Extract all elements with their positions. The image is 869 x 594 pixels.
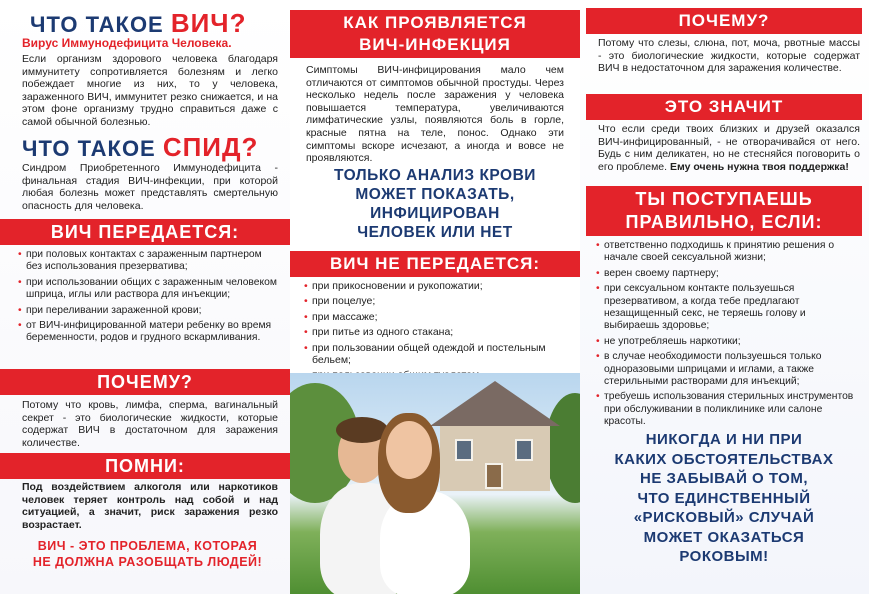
- right-action-list: [596, 240, 860, 432]
- house-window: [455, 439, 473, 461]
- never-line7: РОКОВЫМ!: [679, 548, 769, 565]
- what-is-aids-prefix: ЧТО ТАКОЕ: [22, 136, 163, 161]
- list-item: • при прикосновении и рукопожатии;: [304, 280, 566, 292]
- why-text-right: Потому что слезы, слюна, пот, моча, рвотные массы - это биологические жидкости, которые содержат ВИЧ в недостаточном для заражения количестве.: [598, 37, 860, 75]
- list-item: • требуешь использования стерильных инструментов при обслуживании в поликлинике или салоне красоты.: [596, 391, 860, 428]
- remember-text: Под воздействием алкоголя или наркотиков человек теряет контроль над собой и над ситуацией, а значит, риск заражения резко возрастает.: [22, 481, 278, 531]
- what-is-hiv-emph: ВИЧ?: [170, 8, 247, 38]
- list-item: • при сексуальном контакте пользуешься презервативом, а когда тебе предлагают незащищенный секс, не теряешь голову и выбираешь здоровье;: [596, 283, 860, 333]
- never-line2: КАКИХ ОБСТОЯТЕЛЬСТВАХ: [614, 450, 834, 468]
- manifest-banner: [290, 10, 580, 58]
- list-item: • при половых контактах с зараженным партнером без использования презерватива;: [18, 249, 280, 274]
- house-roof: [430, 381, 560, 426]
- list-item: • при использовании общих с зараженным человеком шприца, иглы или раствора для инъекции;: [18, 277, 280, 302]
- never-line4: ЧТО ЕДИНСТВЕННЫЙ: [637, 489, 811, 507]
- hiv-full-name: Вирус Иммунодефицита Человека.: [22, 36, 232, 50]
- house-window: [485, 463, 503, 489]
- what-is-hiv-prefix: ЧТО ТАКОЕ: [30, 12, 171, 37]
- what-is-hiv-heading: [30, 8, 246, 39]
- hiv-transmitted-list: [18, 249, 280, 348]
- remember-banner: ПОМНИ:: [0, 453, 290, 479]
- photo-house: [430, 381, 560, 491]
- why-text-left: Потому что кровь, лимфа, сперма, вагинальный секрет - это биологические жидкости, которые содержат ВИЧ в достаточном для заражения количестве.: [22, 399, 278, 449]
- final-slogan: [10, 538, 285, 570]
- blood-line1: ТОЛЬКО АНАЛИЗ КРОВИ: [334, 167, 536, 184]
- not-transmitted-banner: ВИЧ НЕ ПЕРЕДАЕТСЯ:: [290, 251, 580, 277]
- blood-line3: ИНФИЦИРОВАН: [370, 205, 500, 222]
- never-line5: «РИСКОВЫЙ» СЛУЧАЙ: [633, 509, 815, 526]
- hiv-description: Если организм здорового человека благодаря иммунитету сопротивляется болезням и легко побеждает многие из них, то у человека, зараженного ВИЧ, иммунитет резко снижается, и на этом фоне организму трудно справиться даже с самой обычной болезнью.: [22, 53, 278, 128]
- hiv-transmitted-banner: ВИЧ ПЕРЕДАЕТСЯ:: [0, 219, 290, 245]
- why-banner-left: ПОЧЕМУ?: [0, 369, 290, 395]
- list-item: • ответственно подходишь к принятию решения о начале своей сексуальной жизни;: [596, 240, 860, 265]
- list-item: • при переливании зараженной крови;: [18, 305, 280, 317]
- blood-line2: МОЖЕТ ПОКАЗАТЬ,: [355, 186, 515, 203]
- never-line1: НИКОГДА И НИ ПРИ: [645, 431, 803, 448]
- this-means-support: Ему очень нужна твоя поддержка!: [669, 160, 849, 173]
- photo-woman-head: [386, 421, 432, 479]
- what-is-aids-emph: СПИД?: [162, 132, 259, 162]
- blood-line4: ЧЕЛОВЕК ИЛИ НЕТ: [357, 224, 513, 241]
- manifest-line2: ВИЧ-ИНФЕКЦИЯ: [359, 35, 511, 54]
- right-action-line1: ТЫ ПОСТУПАЕШЬ: [635, 189, 813, 209]
- aids-description: Синдром Приобретенного Иммунодефицита - финальная стадия ВИЧ-инфекции, при которой любая болезнь может представлять смертельную опасность для человека.: [22, 162, 278, 212]
- never-line6: МОЖЕТ ОКАЗАТЬСЯ: [643, 528, 805, 546]
- list-item: • при пользовании общей одеждой и постельным бельем;: [304, 342, 566, 367]
- this-means-banner: ЭТО ЗНАЧИТ: [586, 94, 862, 120]
- final-slogan-line2: НЕ ДОЛЖНА РАЗОБЩАТЬ ЛЮДЕЙ!: [32, 555, 263, 569]
- list-item: • в случае необходимости пользуешься только одноразовыми шприцами и иглами, а также стерильными растворами для инъекций;: [596, 351, 860, 388]
- right-action-line2: ПРАВИЛЬНО, ЕСЛИ:: [625, 212, 823, 232]
- manifest-text: Симптомы ВИЧ-инфицирования мало чем отличаются от симптомов обычной простуды. Через несколько недель после заражения у человека повышается температура, увеличиваются лимфатические узлы, появляются боль в горле, красные пятна на теле, понос. Однако эти симптомы вскоре исчезают, а иногда и вовсе не проявляются.: [306, 64, 564, 165]
- list-item: • при питье из одного стакана;: [304, 326, 566, 338]
- list-item: • не употребляешь наркотики;: [596, 336, 860, 348]
- list-item: • от ВИЧ-инфицированной матери ребенку во время беременности, родов и грудного вскармливания.: [18, 320, 280, 345]
- why-banner-right: ПОЧЕМУ?: [586, 8, 862, 34]
- blood-test-slogan: [296, 166, 574, 242]
- list-item: • верен своему партнеру;: [596, 268, 860, 280]
- left-panel: [0, 0, 290, 594]
- final-slogan-line1: ВИЧ - ЭТО ПРОБЛЕМА, КОТОРАЯ: [37, 539, 258, 553]
- not-transmitted-list: [304, 280, 566, 385]
- this-means-text: [598, 123, 860, 173]
- right-panel: [580, 0, 869, 594]
- list-item: • при массаже;: [304, 311, 566, 323]
- never-forget-slogan: [586, 430, 862, 567]
- couple-photo: [290, 373, 580, 594]
- manifest-line1: КАК ПРОЯВЛЯЕТСЯ: [343, 13, 527, 32]
- what-is-aids-heading: [22, 132, 258, 163]
- list-item: • при поцелуе;: [304, 295, 566, 307]
- never-line3: НЕ ЗАБЫВАЙ О ТОМ,: [639, 470, 809, 487]
- this-means-body: Что если среди твоих близких и друзей оказался ВИЧ-инфицированный, - не отворачивайся от него. Будь с ним деликатен, но не стесняйся поговорить о его проблеме.: [598, 123, 860, 173]
- right-action-banner: [586, 186, 862, 236]
- house-window: [515, 439, 533, 461]
